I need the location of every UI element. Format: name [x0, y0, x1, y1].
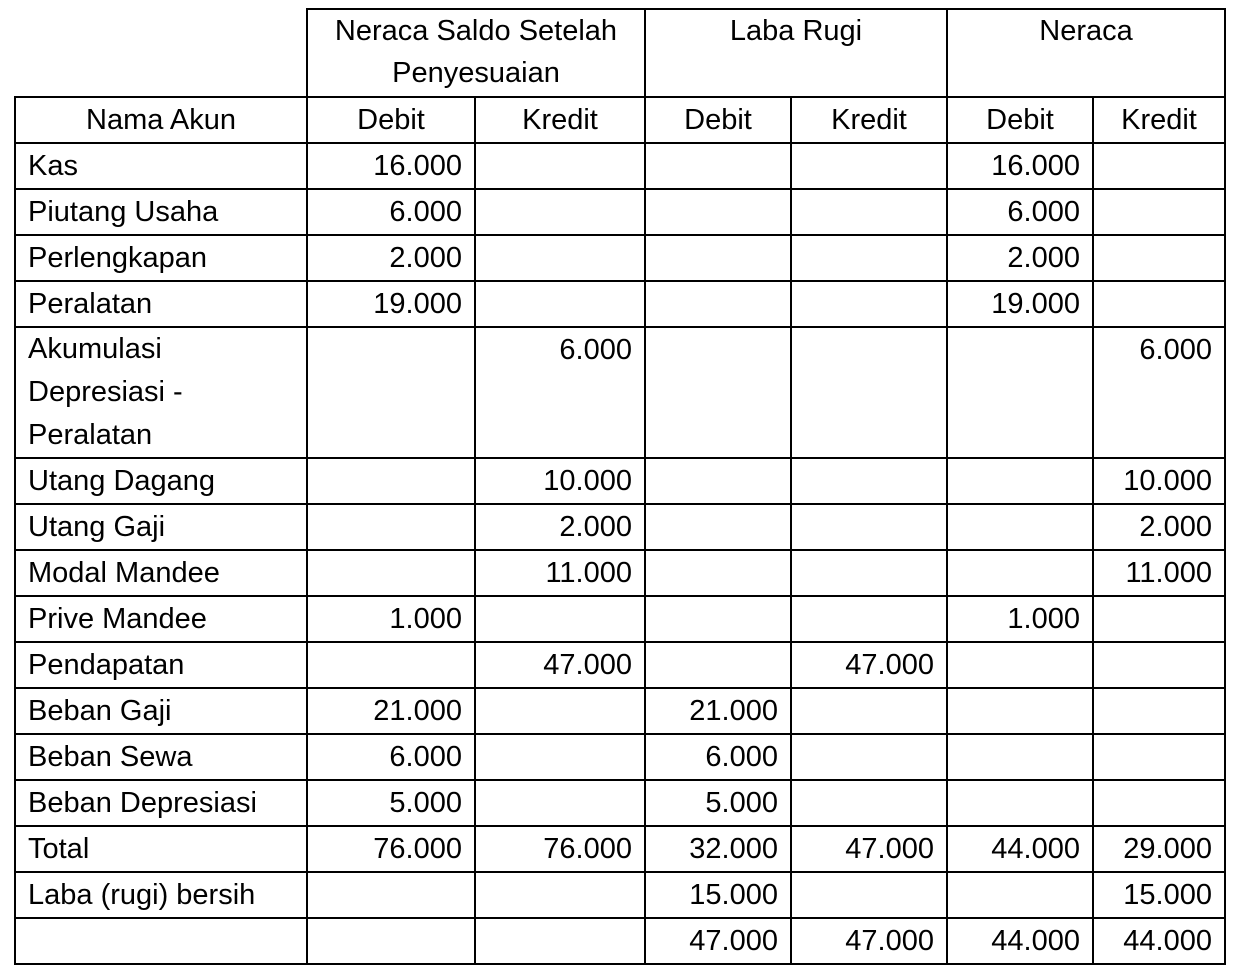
n-kredit-cell: 44.000 [1093, 918, 1225, 964]
lr-debit-cell [645, 458, 791, 504]
group-header-laba-rugi: Laba Rugi [645, 9, 947, 97]
n-debit-cell: 44.000 [947, 918, 1093, 964]
n-kredit-cell [1093, 235, 1225, 281]
ns-debit-cell: 21.000 [307, 688, 475, 734]
lr-kredit-cell [791, 235, 947, 281]
ns-debit-cell: 2.000 [307, 235, 475, 281]
ns-kredit-cell [475, 143, 645, 189]
ns-kredit-cell: 2.000 [475, 504, 645, 550]
n-kredit-cell: 15.000 [1093, 872, 1225, 918]
ns-kredit-cell [475, 596, 645, 642]
ns-debit-cell: 6.000 [307, 734, 475, 780]
column-header-debit: Debit [645, 97, 791, 143]
n-kredit-cell [1093, 189, 1225, 235]
n-kredit-cell [1093, 642, 1225, 688]
n-kredit-cell [1093, 143, 1225, 189]
ns-kredit-cell: 76.000 [475, 826, 645, 872]
table-row [15, 189, 1225, 235]
ns-kredit-cell: 11.000 [475, 550, 645, 596]
account-name-cell: Modal Mandee [15, 550, 307, 596]
lr-debit-cell: 6.000 [645, 734, 791, 780]
account-name-cell: Beban Sewa [15, 734, 307, 780]
ns-debit-cell: 16.000 [307, 143, 475, 189]
ns-kredit-cell: 6.000 [475, 327, 645, 458]
n-debit-cell [947, 734, 1093, 780]
n-kredit-cell: 6.000 [1093, 327, 1225, 458]
lr-kredit-cell [791, 458, 947, 504]
ns-debit-cell [307, 872, 475, 918]
table-row [15, 596, 1225, 642]
table-row [15, 550, 1225, 596]
n-debit-cell [947, 458, 1093, 504]
account-name-cell: Piutang Usaha [15, 189, 307, 235]
lr-debit-cell: 21.000 [645, 688, 791, 734]
ns-debit-cell [307, 458, 475, 504]
n-debit-cell [947, 872, 1093, 918]
ns-debit-cell: 76.000 [307, 826, 475, 872]
group-header-neraca: Neraca [947, 9, 1225, 97]
account-name-cell: Total [15, 826, 307, 872]
n-kredit-cell: 29.000 [1093, 826, 1225, 872]
ns-debit-cell: 19.000 [307, 281, 475, 327]
ns-kredit-cell [475, 918, 645, 964]
ns-kredit-cell: 47.000 [475, 642, 645, 688]
n-debit-cell [947, 780, 1093, 826]
account-name-cell: Prive Mandee [15, 596, 307, 642]
table-row [15, 642, 1225, 688]
lr-kredit-cell [791, 189, 947, 235]
table-row [15, 918, 1225, 964]
n-debit-cell [947, 504, 1093, 550]
ns-kredit-cell [475, 734, 645, 780]
ns-kredit-cell [475, 281, 645, 327]
ns-debit-cell [307, 642, 475, 688]
ns-kredit-cell [475, 235, 645, 281]
lr-debit-cell [645, 143, 791, 189]
table-row [15, 504, 1225, 550]
group-header-row [15, 9, 1225, 97]
lr-kredit-cell [791, 688, 947, 734]
n-debit-cell [947, 642, 1093, 688]
column-header-kredit: Kredit [475, 97, 645, 143]
group-header-neraca-saldo: Neraca Saldo Setelah Penyesuaian [307, 9, 645, 97]
account-name-cell: Akumulasi Depresiasi - Peralatan [15, 327, 307, 458]
lr-kredit-cell [791, 872, 947, 918]
account-name-cell: Perlengkapan [15, 235, 307, 281]
n-debit-cell [947, 327, 1093, 458]
account-name-cell: Peralatan [15, 281, 307, 327]
table-row [15, 734, 1225, 780]
ns-debit-cell: 5.000 [307, 780, 475, 826]
lr-kredit-cell [791, 780, 947, 826]
lr-debit-cell [645, 327, 791, 458]
lr-debit-cell [645, 550, 791, 596]
lr-kredit-cell [791, 504, 947, 550]
lr-debit-cell [645, 235, 791, 281]
account-name-cell: Utang Gaji [15, 504, 307, 550]
ns-kredit-cell [475, 780, 645, 826]
account-name-cell: Kas [15, 143, 307, 189]
table-row [15, 688, 1225, 734]
n-debit-cell: 6.000 [947, 189, 1093, 235]
lr-kredit-cell [791, 143, 947, 189]
ns-kredit-cell [475, 189, 645, 235]
account-name-cell: Utang Dagang [15, 458, 307, 504]
n-debit-cell [947, 550, 1093, 596]
column-header-debit: Debit [947, 97, 1093, 143]
lr-debit-cell [645, 504, 791, 550]
account-name-cell: Laba (rugi) bersih [15, 872, 307, 918]
account-name-cell: Beban Depresiasi [15, 780, 307, 826]
lr-debit-cell: 5.000 [645, 780, 791, 826]
worksheet-body [15, 143, 1225, 964]
n-debit-cell: 44.000 [947, 826, 1093, 872]
ns-debit-cell: 6.000 [307, 189, 475, 235]
n-kredit-cell [1093, 281, 1225, 327]
ns-debit-cell [307, 550, 475, 596]
lr-kredit-cell [791, 550, 947, 596]
table-row [15, 281, 1225, 327]
account-name-cell: Pendapatan [15, 642, 307, 688]
n-debit-cell: 2.000 [947, 235, 1093, 281]
table-row [15, 780, 1225, 826]
table-row [15, 327, 1225, 458]
lr-kredit-cell [791, 327, 947, 458]
n-kredit-cell [1093, 596, 1225, 642]
ns-debit-cell [307, 504, 475, 550]
ns-kredit-cell [475, 688, 645, 734]
table-row [15, 143, 1225, 189]
n-debit-cell [947, 688, 1093, 734]
n-kredit-cell [1093, 688, 1225, 734]
lr-debit-cell [645, 189, 791, 235]
table-row [15, 872, 1225, 918]
n-kredit-cell [1093, 780, 1225, 826]
column-header-account: Nama Akun [15, 97, 307, 143]
lr-kredit-cell: 47.000 [791, 826, 947, 872]
worksheet-table [14, 8, 1226, 965]
ns-debit-cell [307, 327, 475, 458]
n-kredit-cell [1093, 734, 1225, 780]
lr-kredit-cell [791, 596, 947, 642]
lr-kredit-cell [791, 281, 947, 327]
blank-corner-cell [15, 9, 307, 97]
account-name-cell: Beban Gaji [15, 688, 307, 734]
n-debit-cell: 1.000 [947, 596, 1093, 642]
n-kredit-cell: 10.000 [1093, 458, 1225, 504]
column-header-kredit: Kredit [791, 97, 947, 143]
ns-kredit-cell: 10.000 [475, 458, 645, 504]
column-header-kredit: Kredit [1093, 97, 1225, 143]
column-header-debit: Debit [307, 97, 475, 143]
table-row [15, 458, 1225, 504]
lr-debit-cell [645, 596, 791, 642]
n-kredit-cell: 2.000 [1093, 504, 1225, 550]
table-row [15, 235, 1225, 281]
lr-kredit-cell: 47.000 [791, 642, 947, 688]
ns-debit-cell: 1.000 [307, 596, 475, 642]
lr-debit-cell: 47.000 [645, 918, 791, 964]
lr-debit-cell: 15.000 [645, 872, 791, 918]
column-header-row [15, 97, 1225, 143]
n-kredit-cell: 11.000 [1093, 550, 1225, 596]
n-debit-cell: 19.000 [947, 281, 1093, 327]
table-row [15, 826, 1225, 872]
n-debit-cell: 16.000 [947, 143, 1093, 189]
ns-debit-cell [307, 918, 475, 964]
lr-debit-cell [645, 281, 791, 327]
account-name-cell [15, 918, 307, 964]
lr-debit-cell: 32.000 [645, 826, 791, 872]
lr-kredit-cell: 47.000 [791, 918, 947, 964]
ns-kredit-cell [475, 872, 645, 918]
lr-debit-cell [645, 642, 791, 688]
lr-kredit-cell [791, 734, 947, 780]
